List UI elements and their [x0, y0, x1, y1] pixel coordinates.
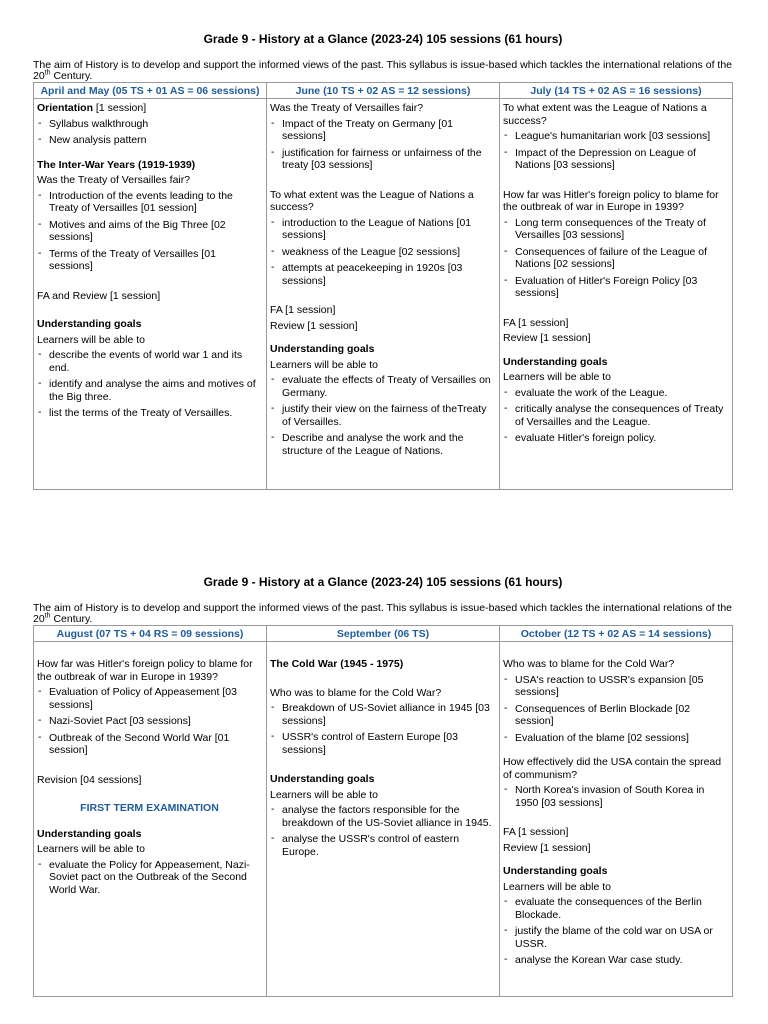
list-item: - Consequences of Berlin Blockade [02 session]: [503, 703, 728, 728]
syllabus-table: [33, 82, 733, 490]
list-item: - Evaluation of Hitler's Foreign Policy [03 sessions]: [503, 275, 728, 300]
list-item: - justify their view on the fairness of theTreaty of Versailles.: [270, 403, 495, 428]
review-line: Review [1 session]: [270, 319, 358, 332]
list-item: - Outbreak of the Second World War [01 session]: [37, 732, 262, 757]
key-question: Was the Treaty of Versailles fair?: [270, 102, 424, 114]
list-item: - Evaluation of Policy of Appeasement [03 sessions]: [37, 686, 262, 711]
cell-september: [267, 642, 500, 997]
key-question: Who was to blame for the Cold War?: [503, 658, 675, 670]
goals-heading: Understanding goals: [270, 773, 375, 785]
syllabus-table: [33, 625, 733, 997]
list-item: - list the terms of the Treaty of Versailles.: [37, 407, 262, 420]
goals-intro: Learners will be able to: [37, 843, 145, 855]
page-title: Grade 9 - History at a Glance (2023-24) 105 sessions (61 hours): [203, 575, 563, 589]
goals-intro: Learners will be able to: [270, 358, 378, 371]
column-header-september: September (06 TS): [267, 626, 500, 642]
list-item: - Long term consequences of the Treaty of Versailles [03 sessions]: [503, 217, 728, 242]
goals-heading: Understanding goals: [503, 865, 608, 877]
list-item: - Describe and analyse the work and the structure of the League of Nations.: [270, 432, 495, 457]
topic-list: [37, 190, 262, 273]
list-item: - evaluate the work of the League.: [503, 387, 728, 400]
list-item: - critically analyse the consequences of Treaty of Versailles and the League.: [503, 403, 728, 428]
goals-heading: Understanding goals: [503, 355, 608, 368]
list-item: - Consequences of failure of the League of Nations [02 sessions]: [503, 246, 728, 271]
cell-august: [34, 642, 267, 997]
list-item: - analyse the Korean War case study.: [503, 954, 728, 967]
goals-intro: Learners will be able to: [37, 333, 145, 346]
topic-list: [503, 217, 728, 300]
goals-list: [503, 387, 728, 445]
goals-heading: Understanding goals: [270, 343, 375, 355]
goals-heading: Understanding goals: [37, 318, 142, 330]
list-item: - analyse the factors responsible for the breakdown of the US-Soviet alliance in 1945.: [270, 804, 495, 829]
topic-list: [270, 217, 495, 288]
list-item: - describe the events of world war 1 and its end.: [37, 349, 262, 374]
syllabus-section-1: [33, 32, 733, 490]
fa-review-line: FA and Review [1 session]: [37, 289, 161, 302]
aim-paragraph: The aim of History is to develop and support the informed views of the past. This syllabus is issue-based which tackles the international relations of the 20th Century.: [33, 602, 732, 625]
goals-list: [37, 859, 262, 897]
unit-heading: The Inter-War Years (1919-1939): [37, 158, 196, 171]
goals-list: [503, 896, 728, 967]
list-item: - Impact of the Depression on League of Nations [03 sessions]: [503, 147, 728, 172]
list-item: - evaluate the Policy for Appeasement, Nazi-Soviet pact on the Outbreak of the Second World War.: [37, 859, 262, 897]
list-item: - New analysis pattern: [37, 134, 262, 147]
list-item: - Motives and aims of the Big Three [02 sessions]: [37, 219, 262, 244]
list-item: - analyse the USSR's control of eastern Europe.: [270, 833, 495, 858]
column-header-june: June (10 TS + 02 AS = 12 sessions): [267, 83, 500, 99]
list-item: - Syllabus walkthrough: [37, 118, 262, 131]
list-item: - attempts at peacekeeping in 1920s [03 sessions]: [270, 262, 495, 287]
list-item: - North Korea's invasion of South Korea in 1950 [03 sessions]: [503, 784, 728, 809]
column-header-july: July (14 TS + 02 AS = 16 sessions): [500, 83, 733, 99]
revision-line: Revision [04 sessions]: [37, 773, 142, 786]
list-item: - introduction to the League of Nations [01 sessions]: [270, 217, 495, 242]
first-term-exam-label: FIRST TERM EXAMINATION: [80, 802, 219, 814]
syllabus-section-2: [33, 575, 733, 997]
key-question: To what extent was the League of Nations a success?: [270, 188, 474, 213]
topic-list: [37, 686, 262, 757]
fa-line: FA [1 session]: [503, 316, 569, 329]
list-item: - USSR's control of Eastern Europe [03 sessions]: [270, 731, 495, 756]
key-question: To what extent was the League of Nations a success?: [503, 102, 707, 127]
fa-line: FA [1 session]: [503, 826, 569, 838]
cell-june: [267, 99, 500, 490]
list-item: - justification for fairness or unfairness of the treaty [03 sessions]: [270, 147, 495, 172]
goals-intro: Learners will be able to: [270, 788, 378, 801]
list-item: - identify and analyse the aims and motives of the Big three.: [37, 378, 262, 403]
list-item: - USA's reaction to USSR's expansion [05 sessions]: [503, 674, 728, 699]
list-item: - weakness of the League [02 sessions]: [270, 246, 495, 259]
list-item: - Evaluation of the blame [02 sessions]: [503, 732, 728, 745]
list-item: - League's humanitarian work [03 sessions]: [503, 130, 728, 143]
cell-july: [500, 99, 733, 490]
goals-list: [37, 349, 262, 420]
list-item: - evaluate Hitler's foreign policy.: [503, 432, 728, 445]
topic-list: [503, 784, 728, 809]
page-title: Grade 9 - History at a Glance (2023-24) 105 sessions (61 hours): [203, 32, 563, 46]
topic-list: [270, 118, 495, 172]
key-question: How far was Hitler's foreign policy to blame for the outbreak of war in Europe in 1939?: [37, 658, 253, 683]
goals-intro: Learners will be able to: [503, 880, 611, 893]
list-item: - justify the blame of the cold war on USA or USSR.: [503, 925, 728, 950]
key-question: Was the Treaty of Versailles fair?: [37, 174, 191, 186]
fa-line: FA [1 session]: [270, 304, 336, 316]
aim-paragraph: The aim of History is to develop and support the informed views of the past. This syllabus is issue-based which tackles the international relations of the 20th Century.: [33, 59, 732, 82]
key-question: How effectively did the USA contain the spread of communism?: [503, 756, 722, 781]
topic-list: [503, 130, 728, 172]
goals-heading: Understanding goals: [37, 827, 142, 840]
goals-list: [270, 374, 495, 457]
list-item: - Nazi-Soviet Pact [03 sessions]: [37, 715, 262, 728]
list-item: - Introduction of the events leading to the Treaty of Versailles [01 session]: [37, 190, 262, 215]
goals-list: [270, 804, 495, 858]
key-question: Who was to blame for the Cold War?: [270, 686, 442, 699]
unit-heading: The Cold War (1945 - 1975): [270, 658, 404, 670]
review-line: Review [1 session]: [503, 332, 591, 344]
list-item: - evaluate the effects of Treaty of Versailles on Germany.: [270, 374, 495, 399]
list-item: - Impact of the Treaty on Germany [01 sessions]: [270, 118, 495, 143]
goals-intro: Learners will be able to: [503, 371, 611, 383]
cell-october: [500, 642, 733, 997]
column-header-august: August (07 TS + 04 RS = 09 sessions): [34, 626, 267, 642]
column-header-october: October (12 TS + 02 AS = 14 sessions): [500, 626, 733, 642]
topic-list: [270, 702, 495, 756]
cell-april-may: [34, 99, 267, 490]
column-header-april-may: April and May (05 TS + 01 AS = 06 sessions): [34, 83, 267, 99]
list-item: - evaluate the consequences of the Berlin Blockade.: [503, 896, 728, 921]
topic-list: [37, 118, 262, 147]
orientation-line: Orientation [1 session]: [37, 102, 147, 114]
key-question: How far was Hitler's foreign policy to blame for the outbreak of war in Europe in 1939?: [503, 188, 719, 213]
topic-list: [503, 674, 728, 745]
list-item: - Terms of the Treaty of Versailles [01 sessions]: [37, 248, 262, 273]
list-item: - Breakdown of US-Soviet alliance in 1945 [03 sessions]: [270, 702, 495, 727]
review-line: Review [1 session]: [503, 841, 591, 854]
